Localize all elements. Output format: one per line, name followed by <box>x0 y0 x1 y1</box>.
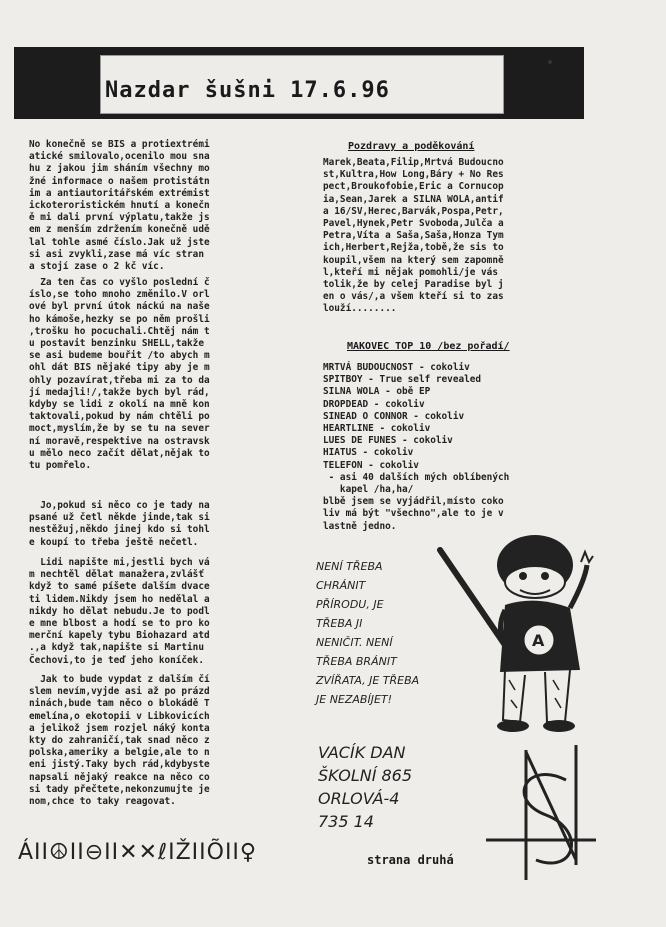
left-paragraph-1: No konečně se BIS a protiextrémi atické smilovalo,ocenilo mou sna hu z jakou jim sháním všechny mo žné informace o našem protistátn im a antiautoritářském extrémist ickoteroristickém hnutí a konečn ě mi dali první výplatu,takže js em z menším zdržením konečně udě lal tohle asmé číslo.Jak už jste si asi zvykli,zase má víc stran a stojí zase o 2 kč víc. <box>29 139 210 273</box>
punk-figure-drawing <box>435 530 605 740</box>
greetings-body: Marek,Beata,Filip,Mrtvá Budoucno st,Kultra,How Long,Báry + No Res pect,Broukofobie,Eric a Cornucop ia,Sean,Jarek a SILNA WOLA,antif a 16/SV,Herec,Barvák,Pospa,Petr, Pavel,Hynek,Petr Svoboda,Julča a Petra,Víta a Saša,Saša,Honza Tym ich,Herbert,Rejža,tobě,že sis to koupil,všem na který sem zapomně l,kteří mi nějak pomohli/je vás tolik,že by celej Paradise byl j en o vás/,a všem kteří si to zas louží........ <box>323 157 504 315</box>
anarchist-logo <box>466 740 616 890</box>
address: VACÍK DAN ŠKOLNÍ 865 ORLOVÁ-4 735 14 <box>318 743 413 831</box>
top10-heading: MAKOVEC TOP 10 /bez pořadí/ <box>347 341 510 352</box>
signoff: strana druhá <box>367 853 454 867</box>
top10-list: MRTVÁ BUDOUCNOST - cokoliv SPITBOY - True self revealed SILNA WOLA - obě EP DROPDEAD - cokoliv SINEAD O CONNOR - cokoliv HEARTLINE - cokoliv LUES DE FUNES - cokoliv HIATUS - cokoliv TELEFON - cokoliv - asi 40 dalších mých oblíbených kapel /ha,ha/ blbě jsem se vyjádřil,místo coko liv má být "všechno",ale to je v lastně jedno. <box>323 362 510 532</box>
footer-symbols: ÁII☮II⊖II✕✕ℓIŽIIÕII♀ <box>18 840 258 865</box>
svg-text:A: A <box>532 631 545 650</box>
left-paragraph-2: Za ten čas co vyšlo poslední č íslo,se toho mnoho změnilo.V orl ové byl první útok náckú na naše ho kámoše,hezky se po něm prošli ,trošku ho pocuchali.Chtěj nám t u postavit benzinku SHELL,takže se asi budeme bouřit /to abych m ohl dát BIS nějaké tipy aby je m ohly pozavírat,třeba mi za to da jí medajli!/,takže bych byl rád, kdyby se lidi z okolí na mně kon taktovali,pokud by nám chtěli po moct,myslím,že by se tu na sever ní moravě,respektive na ostravsk u mělo neco začít dělat,nějak to tu pomřelo. <box>29 277 210 472</box>
greetings-heading: Pozdravy a poděkování <box>348 141 475 152</box>
left-paragraph-3: Jo,pokud si něco co je tady na psané už četl někde jinde,tak si nestěžuj,někdo jinej kdo si tohl e koupí to třeba ještě nečetl. <box>29 500 210 548</box>
left-paragraph-5: Jak to bude vypdat z dalším čí slem nevím,vyjde asi až po prázd ninách,bude tam něco o blokádě T emelína,o ekotopii v Libkovicích a jelikož jsem rozjel náký konta kty do zahraničí,tak snad něco z polska,ameriky a belgie,ale to n eni jistý.Taky bych rád,kdybyste napsali nějaký reakce na něco co si tady přečtete,nekonzumujte je nom,chce to taky reagovat. <box>29 674 210 808</box>
handwritten-note: NENÍ TŘEBA CHRÁNIT PŘÍRODU, JE TŘEBA JI NENIČIT. NENÍ TŘEBA BRÁNIT ZVÍŘATA, JE TŘEBA JE NEZABÍJET! <box>316 560 420 706</box>
page-title: Nazdar šušni 17.6.96 <box>105 78 390 103</box>
left-paragraph-4: Lidi napište mi,jestli bych vá m nechtěl dělat manažera,zvlášť když to samé píšete dalším dvace ti lidem.Nikdy jsem ho nedělal a nikdy ho dělat nebudu.Je to podl e mne blbost a hodí se to pro ko merční kapely tybu Biohazard atd .,a když tak,napište si Martinu Čechovi,to je teď jeho koníček. <box>29 557 210 666</box>
staple-dot <box>548 60 552 64</box>
